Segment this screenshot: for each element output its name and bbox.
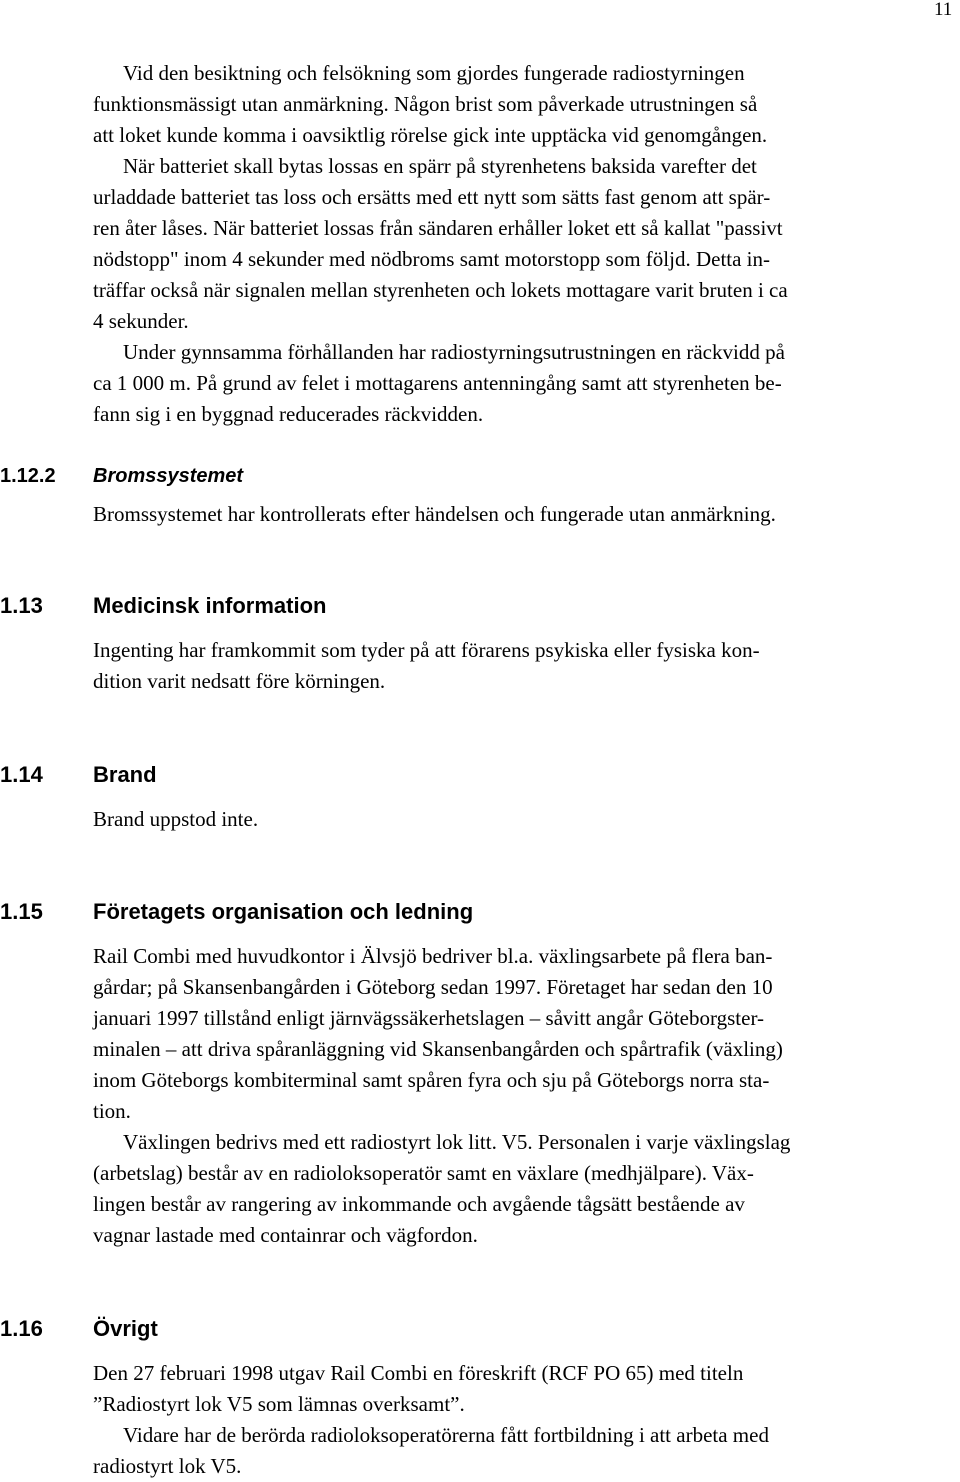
text-line: ca 1 000 m. På grund av felet i mottagarens antenningång samt att styrenheten be- [93,371,782,395]
text-line: inom Göteborgs kombiterminal samt spåren fyra och sju på Göteborgs norra sta- [93,1068,770,1092]
text-line: När batteriet skall bytas lossas en spärr på styrenhetens baksida varefter det [123,154,757,178]
text-line: (arbetslag) består av en radioloksoperatör samt en växlare (medhjälpare). Väx- [93,1161,754,1185]
section-body-ovrigt [93,1358,960,1482]
text-line: Den 27 februari 1998 utgav Rail Combi en föreskrift (RCF PO 65) med titeln [93,1361,744,1385]
text-line: Ingenting har framkommit som tyder på att förarens psykiska eller fysiska kon- [93,638,760,662]
text-line: vagnar lastade med containrar och vägfordon. [93,1223,478,1247]
section-number: 1.14 [0,762,43,787]
text-line: januari 1997 tillstånd enligt järnvägssäkerhetslagen – såvitt angår Göteborgster- [93,1006,765,1030]
intro-text [93,58,960,430]
text-line: ren åter låses. När batteriet lossas från sändaren erhåller loket ett så kallat "passivt [93,216,783,240]
section-title: Bromssystemet [93,465,244,487]
text-line: Brand uppstod inte. [93,807,259,831]
section-body-foretagets-organisation [93,941,960,1251]
page-number: 11 [934,0,953,20]
text-line: lingen består av rangering av inkommande och avgående tågsätt bestående av [93,1192,745,1216]
section-number: 1.12.2 [0,465,56,487]
text-line: nödstopp" inom 4 sekunder med nödbroms samt motorstopp som följd. Detta in- [93,247,771,271]
section-title: Företagets organisation och ledning [93,899,474,924]
text-line: minalen – att driva spåranläggning vid Skansenbangården och spårtrafik (växling) [93,1037,783,1061]
section-title: Brand [93,762,157,787]
section-title: Medicinsk information [93,593,327,618]
section-body-medicinsk-information [93,635,960,697]
text-line: Vidare har de berörda radioloksoperatörerna fått fortbildning i att arbeta med [123,1423,769,1447]
text-line: Vid den besiktning och felsökning som gjordes fungerade radiostyrningen [123,61,745,85]
text-line: gårdar; på Skansenbangården i Göteborg sedan 1997. Företaget har sedan den 10 [93,975,773,999]
section-title: Övrigt [93,1316,158,1341]
text-line: Under gynnsamma förhållanden har radiostyrningsutrustningen en räckvidd på [123,340,785,364]
text-line: urladdade batteriet tas loss och ersätts med ett nytt som sätts fast genom att spär- [93,185,771,209]
section-number: 1.13 [0,593,43,618]
text-line: radiostyrt lok V5. [93,1454,242,1478]
text-line: fann sig i en byggnad reducerades räckvidden. [93,402,484,426]
text-line: Bromssystemet har kontrollerats efter händelsen och fungerade utan anmärkning. [93,502,776,526]
text-line: Växlingen bedrivs med ett radiostyrt lok litt. V5. Personalen i varje växlingslag [123,1130,791,1154]
text-line: träffar också när signalen mellan styrenheten och lokets mottagare varit bruten i ca [93,278,788,302]
text-line: dition varit nedsatt före körningen. [93,669,386,693]
section-number: 1.16 [0,1316,43,1341]
text-line: Rail Combi med huvudkontor i Älvsjö bedriver bl.a. växlingsarbete på flera ban- [93,944,773,968]
text-line: att loket kunde komma i oavsiktlig rörelse gick inte upptäcka vid genomgången. [93,123,768,147]
section-body-bromssystemet [93,499,960,530]
section-body-brand [93,804,960,835]
section-number: 1.15 [0,899,43,924]
text-line: funktionsmässigt utan anmärkning. Någon brist som påverkade utrustningen så [93,92,758,116]
text-line: ”Radiostyrt lok V5 som lämnas overksamt”. [93,1392,465,1416]
text-line: tion. [93,1099,131,1123]
text-line: 4 sekunder. [93,309,189,333]
